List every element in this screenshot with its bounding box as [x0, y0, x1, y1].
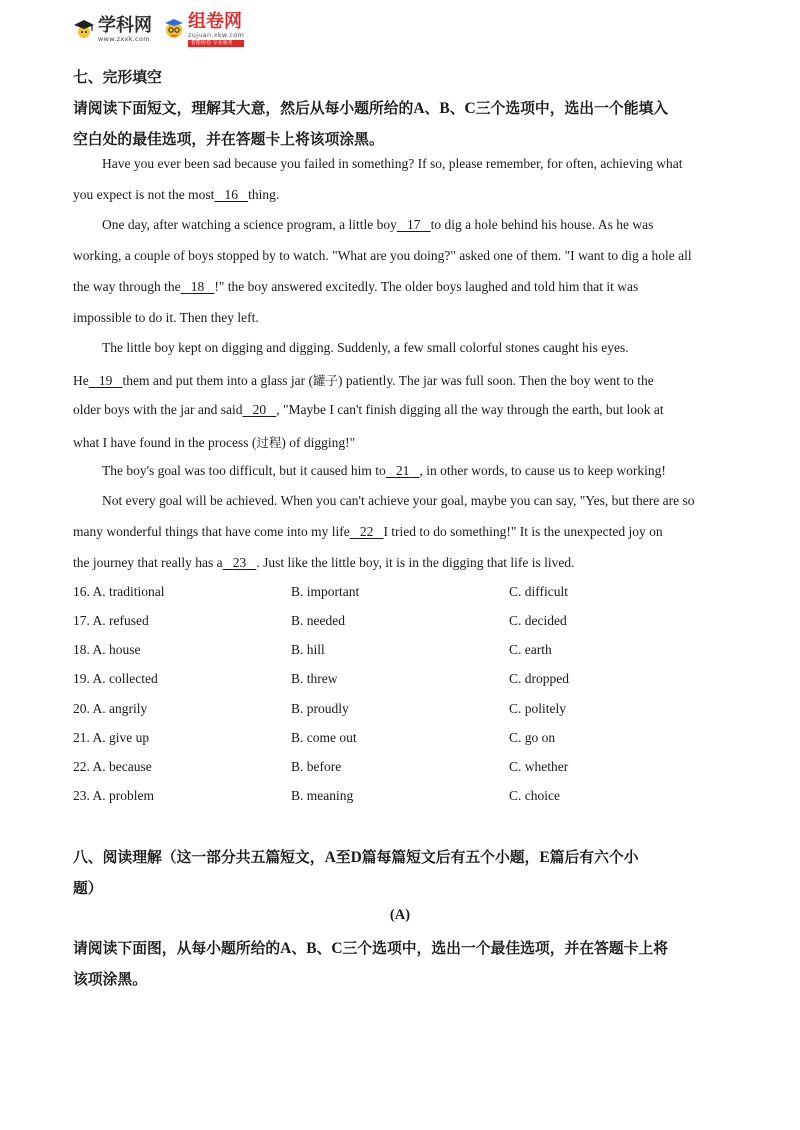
blank-22: 22 — [359, 524, 374, 539]
section7-instruction-line1: 请阅读下面短文，理解其大意，然后从每小题所给的A、B、C三个选项中，选出一个能填入 — [73, 100, 669, 117]
option-a: 20. A. angrily — [73, 701, 148, 716]
logo2-url: zujuan.xkw.com — [188, 30, 245, 39]
option-c: C. earth — [509, 642, 552, 657]
option-a: 21. A. give up — [73, 730, 150, 745]
section7-instruction-line2: 空白处的最佳选项，并在答题卡上将该项涂黑。 — [73, 131, 384, 148]
part-a-label: (A) — [389, 907, 411, 923]
option-b: B. hill — [291, 642, 325, 657]
blank-16: 16 — [224, 187, 238, 202]
option-a: 18. A. house — [73, 642, 141, 657]
blank-20: 20 — [252, 402, 267, 417]
blank-19: 19 — [98, 373, 113, 388]
option-b: B. meaning — [291, 788, 354, 803]
passage-p3-line4: what I have found in the process (过程) of digging!" — [73, 435, 356, 450]
option-c: C. whether — [509, 759, 569, 774]
section7-title: 七、完形填空 — [73, 69, 162, 86]
logo2-name: 组卷网 — [188, 10, 242, 32]
logo1-url: www.zxxk.com — [98, 34, 150, 43]
option-c: C. choice — [509, 788, 560, 803]
passage-p2-line1: One day, after watching a science program, a little boy 17 to dig a hole behind his house. As he was — [102, 217, 654, 232]
option-b: B. needed — [291, 613, 345, 628]
passage-p3-line2: He 19 them and put them into a glass jar (罐子) patiently. The jar was full soon. Then the boy went to the — [73, 373, 654, 388]
blank-17: 17 — [407, 217, 421, 232]
section8-instruction-line1: 请阅读下面图，从每小题所给的A、B、C三个选项中，选出一个最佳选项，并在答题卡上将 — [73, 940, 669, 957]
section8-instruction-line2: 该项涂黑。 — [73, 971, 147, 988]
passage-p5-line2: many wonderful things that have come into my life 22 I tried to do something!" It is the unexpected joy on — [73, 524, 663, 539]
passage-p4-line1: The boy's goal was too difficult, but it caused him to 21 , in other words, to cause us to keep working! — [102, 463, 666, 478]
option-a: 23. A. problem — [73, 788, 154, 803]
option-b: B. proudly — [291, 701, 349, 716]
passage-p5-line1: Not every goal will be achieved. When you can't achieve your goal, maybe you can say, "Yes, but there are so — [102, 493, 695, 508]
option-b: B. before — [291, 759, 342, 774]
section8-title-line1: 八、阅读理解（这一部分共五篇短文，A至D篇每篇短文后有五个小题，E篇后有六个小 — [73, 849, 639, 866]
section8-title-line2: 题） — [73, 880, 103, 897]
option-b: B. come out — [291, 730, 357, 745]
passage-p5-line3: the journey that really has a 23 . Just like the little boy, it is in the digging that life is lived. — [73, 555, 575, 570]
option-c: C. go on — [509, 730, 556, 745]
option-b: B. threw — [291, 671, 338, 686]
student-mascot-icon — [162, 17, 186, 41]
zxxk-logo — [72, 16, 152, 43]
passage-p1-line1: Have you ever been sad because you failed in something? If so, please remember, for often, achieving what — [102, 156, 683, 171]
option-c: C. decided — [509, 613, 567, 628]
zujuan-logo — [162, 12, 244, 47]
option-a: 19. A. collected — [73, 671, 158, 686]
graduate-cap-icon — [72, 17, 96, 41]
header-logos — [72, 12, 254, 46]
blank-18: 18 — [190, 279, 205, 294]
option-c: C. difficult — [509, 584, 568, 599]
passage-p3-line1: The little boy kept on digging and digging. Suddenly, a few small colorful stones caught his eyes. — [102, 340, 629, 355]
option-a: 17. A. refused — [73, 613, 149, 628]
option-c: C. dropped — [509, 671, 569, 686]
option-b: B. important — [291, 584, 360, 599]
blank-21: 21 — [395, 463, 410, 478]
passage-p2-line3: the way through the 18 !" the boy answered excitedly. The older boys laughed and told him that it was — [73, 279, 639, 294]
passage-p2-line2: working, a couple of boys stopped by to watch. "What are you doing?" asked one of them. "I want to dig a hole all — [73, 248, 692, 263]
logo1-name: 学科网 — [98, 14, 152, 36]
option-a: 16. A. traditional — [73, 584, 165, 599]
logo2-tag: 智能组卷·专业服务 — [188, 40, 244, 47]
passage-p3-line3: older boys with the jar and said 20 , "Maybe I can't finish digging all the way through the earth, but look at — [73, 402, 664, 417]
option-a: 22. A. because — [73, 759, 152, 774]
blank-23: 23 — [232, 555, 247, 570]
option-c: C. politely — [509, 701, 566, 716]
passage-p2-line4: impossible to do it. Then they left. — [73, 310, 259, 325]
passage-p1-line2: you expect is not the most 16 thing. — [73, 187, 280, 202]
